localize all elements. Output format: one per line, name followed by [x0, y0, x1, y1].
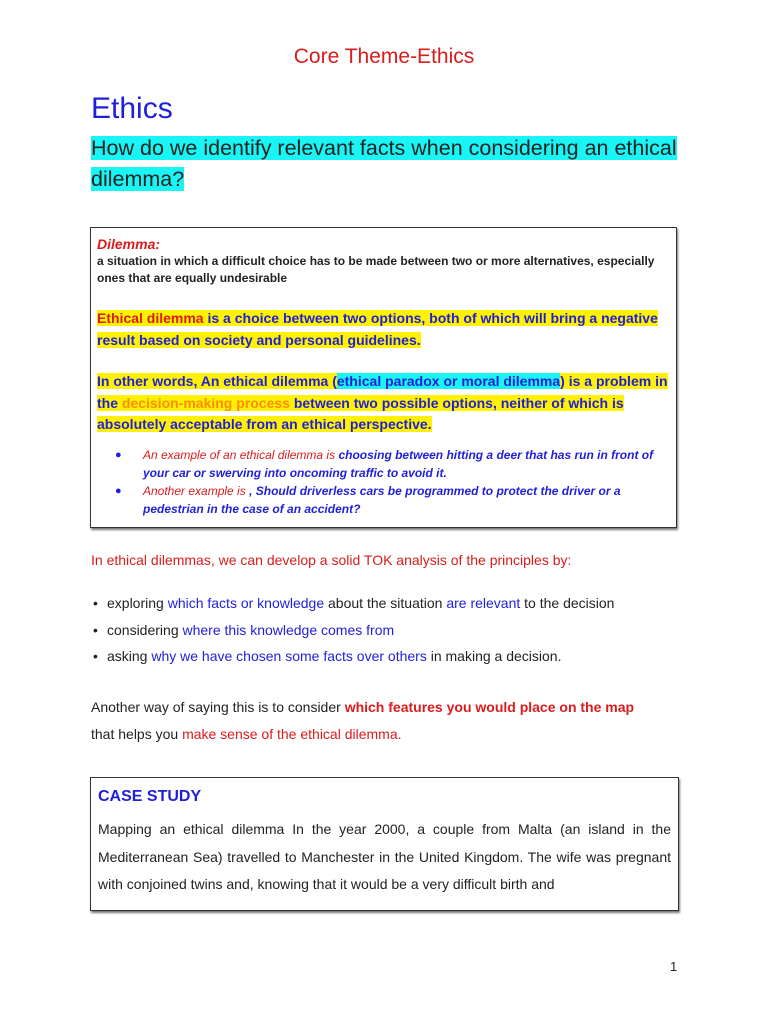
case-study-title: CASE STUDY	[98, 788, 202, 805]
map-red-text: make sense of the ethical dilemma.	[182, 726, 402, 742]
example-intro: Another example is	[143, 483, 250, 498]
map-emphasis: which features you would place on the map	[344, 699, 635, 715]
bullet-icon: ●	[115, 484, 122, 497]
other-words-paragraph	[97, 371, 670, 436]
bullet-emphasis: why we have chosen some facts over others	[151, 648, 427, 664]
list-item	[93, 643, 614, 670]
map-paragraph	[91, 694, 691, 748]
example-text: , Should driverless cars be programmed to protect the driver or a pedestrian in the case of an accident?	[143, 483, 621, 516]
dilemma-definition: a situation in which a difficult choice has to be made between two or more alternatives, especially ones that are equally undesirable	[97, 254, 655, 285]
list-item	[115, 482, 670, 518]
example-text: choosing between hitting a deer that has run in front of your car or swerving into oncoming traffic to avoid it.	[143, 447, 654, 480]
map-text: that helps you	[91, 726, 183, 742]
other-words-part1: In other words, An ethical dilemma (	[97, 373, 337, 389]
bullet-text: to the decision	[520, 595, 615, 611]
dilemma-term: Dilemma:	[97, 236, 161, 252]
page-title: Ethics	[91, 92, 173, 125]
other-words-part3: between two possible options, neither of which is absolutely acceptable from an ethical perspective.	[97, 394, 624, 432]
bullet-text: about the situation	[324, 595, 447, 611]
ethical-dilemma-term: Ethical dilemma	[97, 310, 204, 326]
bullet-emphasis: are relevant	[446, 595, 521, 611]
list-item	[93, 590, 614, 617]
bullet-icon: •	[93, 621, 98, 638]
decision-process-term: decision-making process	[121, 394, 290, 411]
page-number: 1	[670, 959, 678, 974]
bullet-icon: ●	[115, 448, 122, 461]
ethical-dilemma-highlight	[97, 310, 658, 348]
map-text: Another way of saying this is to consider	[91, 699, 345, 715]
page-header: Core Theme-Ethics	[293, 45, 475, 68]
list-item	[93, 617, 614, 644]
ethical-dilemma-paragraph	[97, 308, 670, 351]
guiding-question	[91, 133, 691, 195]
other-words-highlight	[97, 373, 668, 432]
question-highlight: How do we identify relevant facts when considering an ethical dilemma?	[91, 136, 677, 191]
bullet-text: considering	[107, 621, 183, 638]
bullet-emphasis: where this knowledge comes from	[182, 621, 395, 638]
case-study-box	[90, 777, 679, 911]
principles-list	[93, 590, 614, 670]
definition-box	[90, 227, 677, 528]
other-words-part2: ) is a problem in the	[97, 373, 668, 411]
bullet-emphasis: which facts or knowledge	[167, 595, 325, 611]
example-intro: An example of an ethical dilemma is	[143, 447, 339, 462]
bullet-icon: •	[93, 648, 98, 664]
bullet-icon: •	[93, 595, 98, 611]
moral-dilemma-highlight: ethical paradox or moral dilemma	[336, 373, 561, 389]
bullet-text: asking	[107, 648, 152, 664]
ethical-dilemma-text: is a choice between two options, both of which will bring a negative result based on society and personal guidelines.	[97, 310, 658, 348]
bullet-text: exploring	[107, 595, 168, 611]
bullet-text: in making a decision.	[426, 648, 562, 664]
intro-line: In ethical dilemmas, we can develop a solid TOK analysis of the principles by:	[91, 552, 572, 568]
examples-list	[97, 446, 670, 518]
list-item	[115, 446, 670, 482]
case-study-text: Mapping an ethical dilemma In the year 2000, a couple from Malta (an island in the Mediterranean Sea) travelled to Manchester in the United Kingdom. The wife was pregnant with conjoined twins and, knowing that it would be a very difficult birth and	[98, 821, 671, 892]
